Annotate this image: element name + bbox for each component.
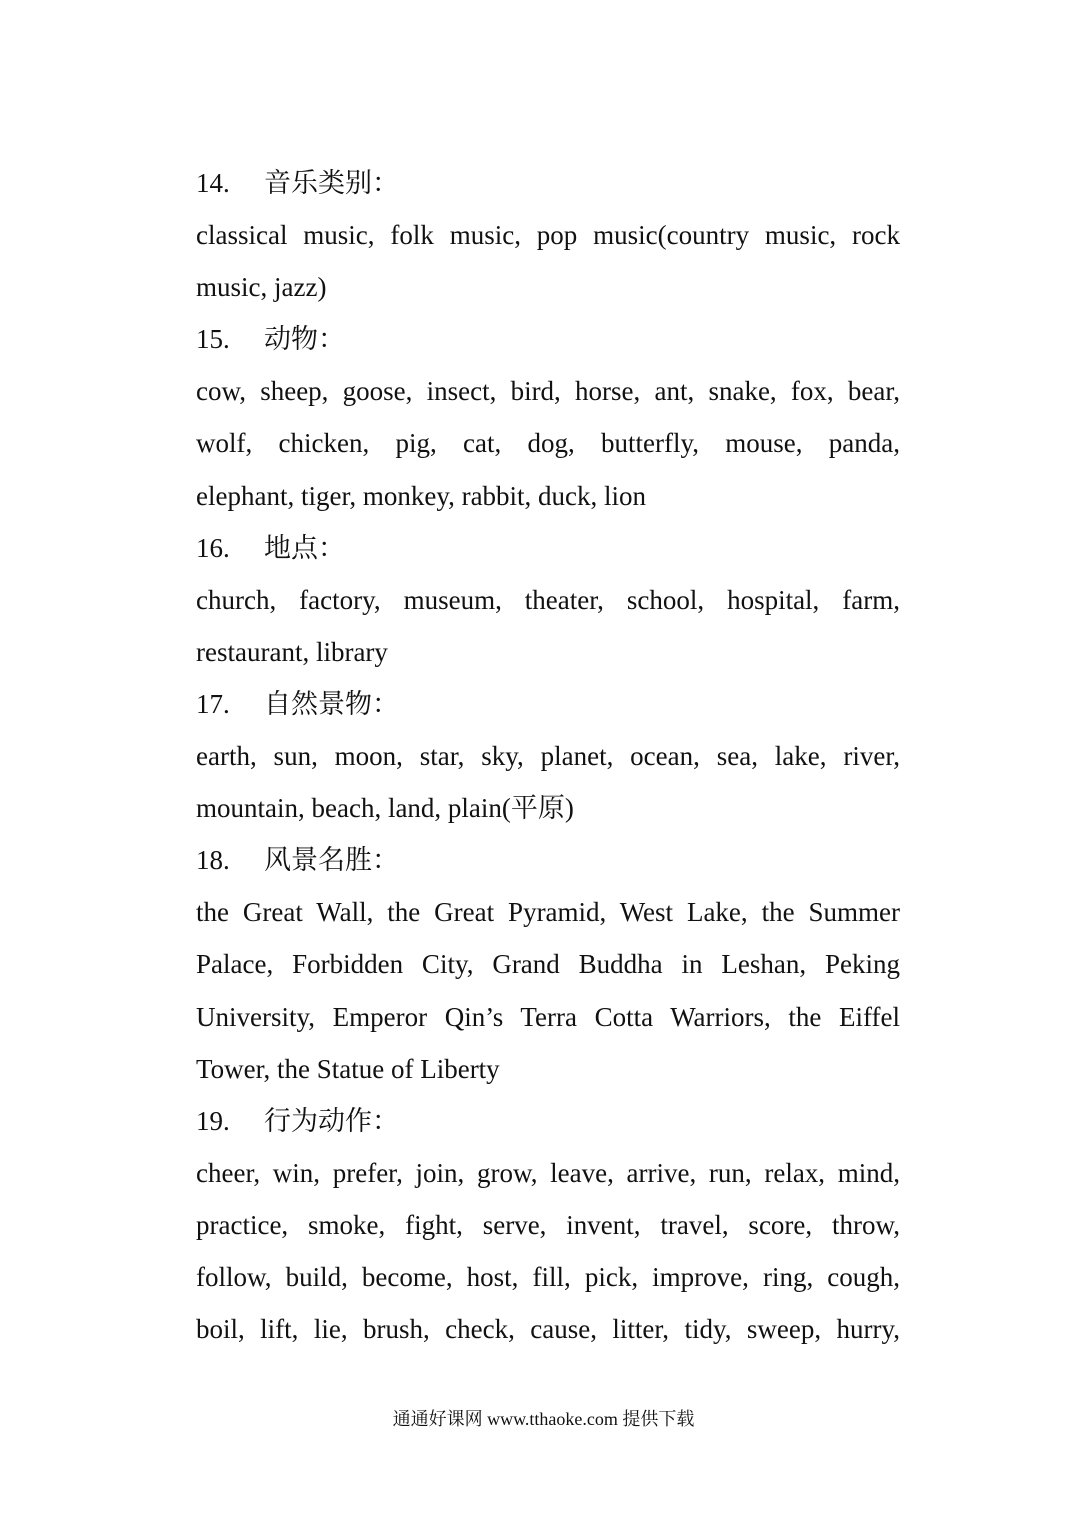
section-heading-14 <box>196 157 900 209</box>
section-number: 19. <box>196 1105 230 1136</box>
section-title: 行为动作： <box>264 1105 399 1136</box>
text-line: practice, smoke, fight, serve, invent, travel, score, throw, <box>196 1209 900 1240</box>
section-number: 14. <box>196 168 230 198</box>
section-title: 动物： <box>264 324 345 355</box>
text-line: Palace, Forbidden City, Grand Buddha in Leshan, Peking <box>196 949 900 980</box>
section-number: 18. <box>196 845 230 876</box>
section-title: 风景名胜： <box>264 845 399 876</box>
section-title: 音乐类别： <box>264 168 399 198</box>
section-heading-19 <box>196 1095 900 1147</box>
text-line: elephant, tiger, monkey, rabbit, duck, lion <box>196 480 647 511</box>
section-heading-17 <box>196 678 900 730</box>
section-number: 17. <box>196 688 230 719</box>
text-line: Tower, the Statue of Liberty <box>196 1053 500 1084</box>
text-line: cow, sheep, goose, insect, bird, horse, ant, snake, fox, bear, <box>196 376 900 407</box>
text-line: church, factory, museum, theater, school, hospital, farm, <box>196 584 900 615</box>
vocabulary-list <box>196 157 900 1355</box>
text-line: wolf, chicken, pig, cat, dog, butterfly, mouse, panda, <box>196 428 900 459</box>
text-line: restaurant, library <box>196 636 388 667</box>
text-line: mountain, beach, land, plain(平原) <box>196 793 574 824</box>
text-line: music, jazz) <box>196 272 327 303</box>
text-line: University, Emperor Qin’s Terra Cotta Warriors, the Eiffel <box>196 1001 900 1032</box>
text-line: earth, sun, moon, star, sky, planet, ocean, sea, lake, river, <box>196 741 900 772</box>
text-line: classical music, folk music, pop music(country music, rock <box>196 220 900 251</box>
page-footer: 通通好课网 www.tthaoke.com 提供下载 <box>392 1409 695 1429</box>
section-number: 16. <box>196 532 230 563</box>
text-line: boil, lift, lie, brush, check, cause, litter, tidy, sweep, hurry, <box>196 1314 900 1345</box>
section-title: 自然景物： <box>264 688 399 719</box>
text-line: the Great Wall, the Great Pyramid, West Lake, the Summer <box>196 897 900 928</box>
section-heading-18 <box>196 834 900 886</box>
section-number: 15. <box>196 324 230 355</box>
text-line: cheer, win, prefer, join, grow, leave, arrive, run, relax, mind, <box>196 1157 900 1188</box>
text-line: follow, build, become, host, fill, pick, improve, ring, cough, <box>196 1261 900 1292</box>
section-title: 地点： <box>264 532 345 563</box>
section-heading-16 <box>196 522 900 574</box>
section-heading-15 <box>196 313 900 365</box>
